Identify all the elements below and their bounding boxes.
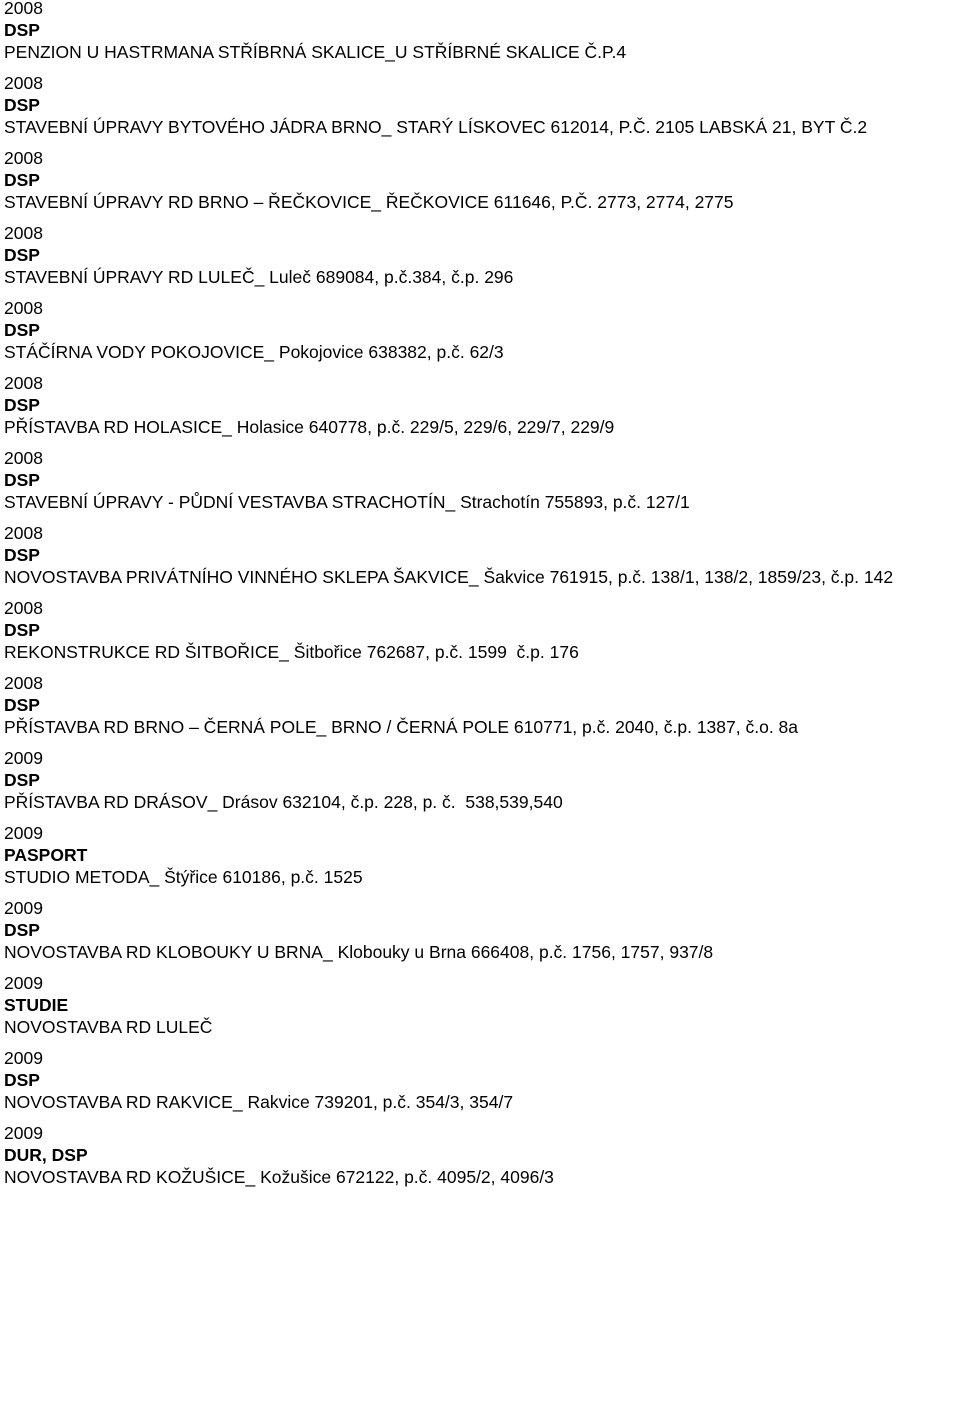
project-description: PENZION U HASTRMANA STŘÍBRNÁ SKALICE_U STŘÍBRNÉ SKALICE Č.P.4 bbox=[4, 42, 627, 62]
project-type: DSP bbox=[4, 770, 40, 790]
project-year: 2009 bbox=[4, 898, 43, 918]
list-item bbox=[4, 897, 954, 963]
project-type: DSP bbox=[4, 95, 40, 115]
list-item bbox=[4, 147, 954, 213]
project-year: 2009 bbox=[4, 748, 43, 768]
project-year: 2009 bbox=[4, 973, 43, 993]
list-item bbox=[4, 372, 954, 438]
project-description: STUDIO METODA_ Štýřice 610186, p.č. 1525 bbox=[4, 867, 363, 887]
list-item bbox=[4, 747, 954, 813]
project-description: NOVOSTAVBA RD LULEČ bbox=[4, 1017, 213, 1037]
project-type: DSP bbox=[4, 320, 40, 340]
list-item bbox=[4, 1047, 954, 1113]
project-year: 2009 bbox=[4, 1123, 43, 1143]
list-item bbox=[4, 1122, 954, 1188]
project-description: NOVOSTAVBA RD RAKVICE_ Rakvice 739201, p.č. 354/3, 354/7 bbox=[4, 1092, 514, 1112]
project-description: STAVEBNÍ ÚPRAVY RD BRNO – ŘEČKOVICE_ ŘEČKOVICE 611646, P.Č. 2773, 2774, 2775 bbox=[4, 192, 734, 212]
project-year: 2008 bbox=[4, 673, 43, 693]
project-description: NOVOSTAVBA RD KLOBOUKY U BRNA_ Klobouky u Brna 666408, p.č. 1756, 1757, 937/8 bbox=[4, 942, 714, 962]
list-item bbox=[4, 672, 954, 738]
project-description: STAVEBNÍ ÚPRAVY RD LULEČ_ Luleč 689084, p.č.384, č.p. 296 bbox=[4, 267, 514, 287]
project-year: 2008 bbox=[4, 223, 43, 243]
project-year: 2008 bbox=[4, 448, 43, 468]
project-year: 2009 bbox=[4, 823, 43, 843]
list-item bbox=[4, 972, 954, 1038]
project-description: STÁČÍRNA VODY POKOJOVICE_ Pokojovice 638382, p.č. 62/3 bbox=[4, 342, 504, 362]
project-type: DSP bbox=[4, 920, 40, 940]
project-type: DSP bbox=[4, 245, 40, 265]
project-description: NOVOSTAVBA PRIVÁTNÍHO VINNÉHO SKLEPA ŠAKVICE_ Šakvice 761915, p.č. 138/1, 138/2, 1859/23, č.p. 142 bbox=[4, 567, 894, 587]
list-item bbox=[4, 0, 954, 63]
project-type: DSP bbox=[4, 170, 40, 190]
project-type: DSP bbox=[4, 545, 40, 565]
list-item bbox=[4, 522, 954, 588]
project-year: 2008 bbox=[4, 598, 43, 618]
project-type: DUR, DSP bbox=[4, 1145, 88, 1165]
project-type: STUDIE bbox=[4, 995, 69, 1015]
project-year: 2008 bbox=[4, 298, 43, 318]
project-description: STAVEBNÍ ÚPRAVY - PŮDNÍ VESTAVBA STRACHOTÍN_ Strachotín 755893, p.č. 127/1 bbox=[4, 492, 690, 512]
project-year: 2009 bbox=[4, 1048, 43, 1068]
project-year: 2008 bbox=[4, 148, 43, 168]
list-item bbox=[4, 822, 954, 888]
list-item bbox=[4, 297, 954, 363]
project-year: 2008 bbox=[4, 73, 43, 93]
project-year: 2008 bbox=[4, 0, 43, 18]
project-list bbox=[4, 0, 954, 1197]
list-item bbox=[4, 72, 954, 138]
project-year: 2008 bbox=[4, 373, 43, 393]
list-item bbox=[4, 597, 954, 663]
project-type: DSP bbox=[4, 1070, 40, 1090]
project-type: DSP bbox=[4, 695, 40, 715]
project-description: STAVEBNÍ ÚPRAVY BYTOVÉHO JÁDRA BRNO_ STARÝ LÍSKOVEC 612014, P.Č. 2105 LABSKÁ 21, BYT Č.2 bbox=[4, 117, 868, 137]
list-item bbox=[4, 222, 954, 288]
project-description: REKONSTRUKCE RD ŠITBOŘICE_ Šitbořice 762687, p.č. 1599 č.p. 176 bbox=[4, 642, 579, 662]
project-description: PŘÍSTAVBA RD DRÁSOV_ Drásov 632104, č.p. 228, p. č. 538,539,540 bbox=[4, 792, 563, 812]
list-item bbox=[4, 447, 954, 513]
project-type: DSP bbox=[4, 620, 40, 640]
project-type: DSP bbox=[4, 470, 40, 490]
project-type: DSP bbox=[4, 395, 40, 415]
project-year: 2008 bbox=[4, 523, 43, 543]
project-description: PŘÍSTAVBA RD HOLASICE_ Holasice 640778, p.č. 229/5, 229/6, 229/7, 229/9 bbox=[4, 417, 615, 437]
project-type: DSP bbox=[4, 20, 40, 40]
project-type: PASPORT bbox=[4, 845, 88, 865]
project-description: NOVOSTAVBA RD KOŽUŠICE_ Kožušice 672122, p.č. 4095/2, 4096/3 bbox=[4, 1167, 554, 1187]
project-description: PŘÍSTAVBA RD BRNO – ČERNÁ POLE_ BRNO / ČERNÁ POLE 610771, p.č. 2040, č.p. 1387, č.o. 8a bbox=[4, 717, 799, 737]
